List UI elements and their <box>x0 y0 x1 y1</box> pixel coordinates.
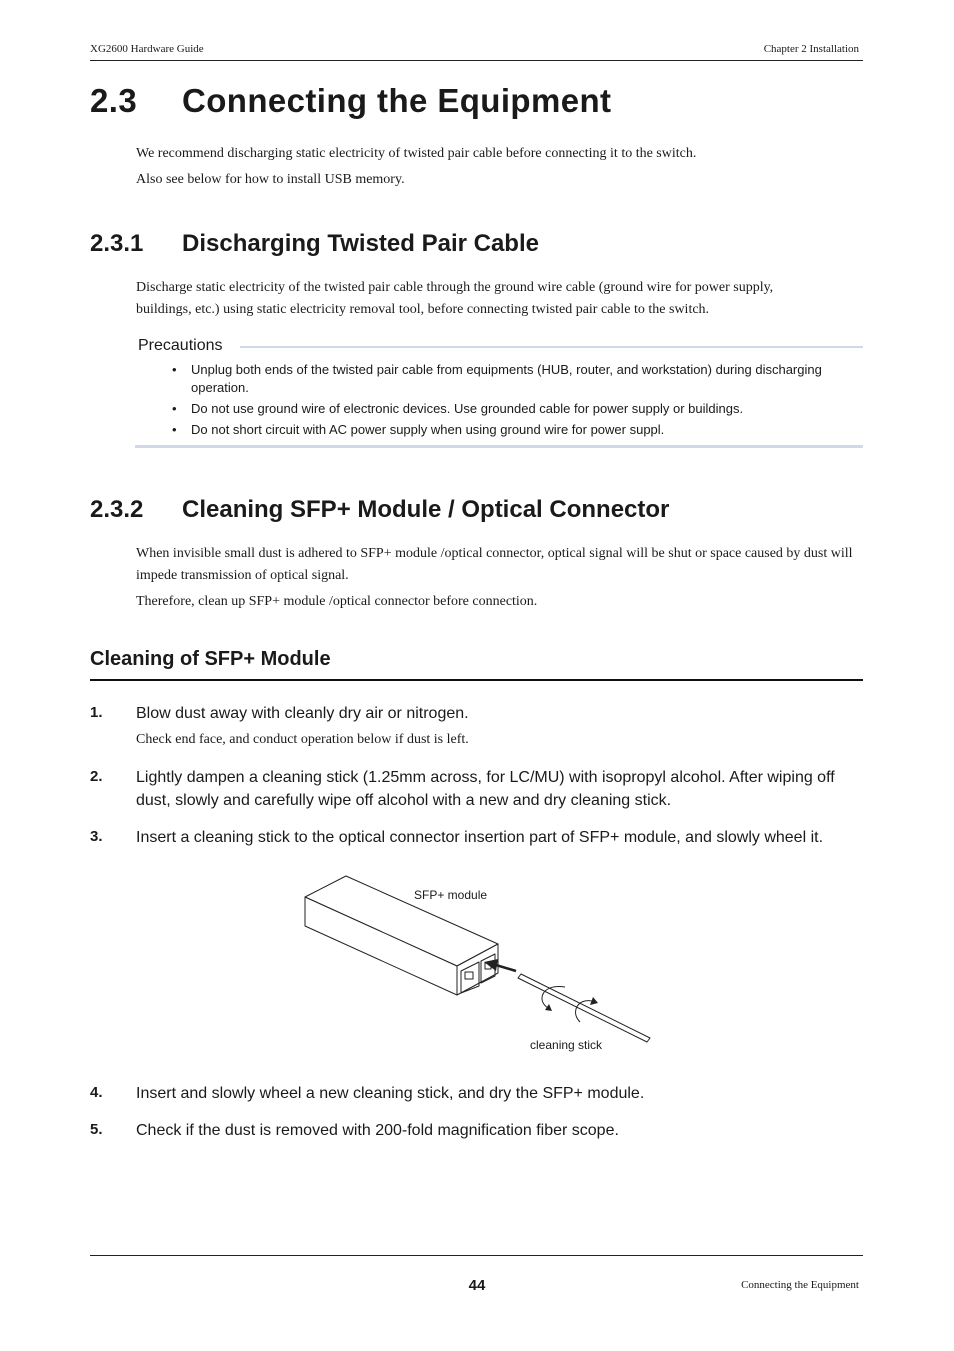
step-number: 1. <box>90 704 103 721</box>
section-number: 2.3 <box>90 82 138 119</box>
insert-arrow-shaft <box>496 965 516 971</box>
precaution-text: Do not use ground wire of electronic devices. Use grounded cable for power supply or buildings. <box>191 401 744 416</box>
subsection-heading-1 <box>90 230 539 258</box>
subsection-number: 2.3.2 <box>90 496 144 523</box>
intro-line-2: Also see below for how to install USB memory. <box>136 172 405 187</box>
sub1-body-line-2: buildings, etc.) using static electricity removal tool, before connecting twisted pair cable to the switch. <box>136 302 710 317</box>
subsection-title: Cleaning SFP+ Module / Optical Connector <box>182 496 670 523</box>
page-number: 44 <box>468 1277 486 1294</box>
section-title: Connecting the Equipment <box>182 82 612 119</box>
header-chapter: Chapter 2 Installation <box>763 43 859 55</box>
subsection-number: 2.3.1 <box>90 230 144 257</box>
subsection-heading-2 <box>90 496 669 524</box>
precautions-title: Precautions <box>138 337 223 354</box>
bullet: • <box>172 401 177 416</box>
cleaning-heading-rule <box>90 679 863 681</box>
bullet: • <box>172 362 177 377</box>
header-divider <box>90 60 863 61</box>
step-text: Blow dust away with cleanly dry air or nitrogen. <box>136 705 469 722</box>
step-number: 2. <box>90 768 103 785</box>
precautions-bottom-rule <box>135 445 863 448</box>
precautions-top-rule <box>240 346 863 348</box>
rotation-arrowhead-1 <box>545 1004 552 1011</box>
cleaning-stick <box>518 974 650 1042</box>
cleaning-stick-label: cleaning stick <box>530 1038 603 1052</box>
step-text: Lightly dampen a cleaning stick (1.25mm across, for LC/MU) with isopropyl alcohol. After wiping off dust, slowly and carefully wipe off alcohol with a new and dry cleaning stick. <box>136 769 835 809</box>
sub2-body-line-1: When invisible small dust is adhered to SFP+ module /optical connector, optical signal will be shut or space caused by dust will <box>136 546 853 561</box>
step-number: 3. <box>90 828 103 845</box>
sub1-body-line-1: Discharge static electricity of the twisted pair cable through the ground wire cable (ground wire for power supply, <box>136 280 774 295</box>
precaution-text: Do not short circuit with AC power supply when using ground wire for power suppl. <box>191 422 665 437</box>
step-text: Check if the dust is removed with 200-fold magnification fiber scope. <box>136 1122 619 1139</box>
header-guide-title: XG2600 Hardware Guide <box>90 43 204 55</box>
step-note: Check end face, and conduct operation below if dust is left. <box>136 732 469 747</box>
sub2-body-line-3: Therefore, clean up SFP+ module /optical connector before connection. <box>136 594 538 609</box>
subsection-title: Discharging Twisted Pair Cable <box>182 230 539 257</box>
precaution-text: Unplug both ends of the twisted pair cable from equipments (HUB, router, and workstation) during discharging operation. <box>191 362 822 395</box>
step-number: 4. <box>90 1084 103 1101</box>
footer-divider <box>90 1255 863 1256</box>
intro-line-1: We recommend discharging static electricity of twisted pair cable before connecting it to the switch. <box>136 146 697 161</box>
footer-section-name: Connecting the Equipment <box>741 1279 859 1291</box>
sfp-module-label: SFP+ module <box>414 888 488 902</box>
step-text: Insert and slowly wheel a new cleaning stick, and dry the SFP+ module. <box>136 1085 645 1102</box>
step-number: 5. <box>90 1121 103 1138</box>
bullet: • <box>172 422 177 437</box>
step-text: Insert a cleaning stick to the optical connector insertion part of SFP+ module, and slowly wheel it. <box>136 829 824 846</box>
sub2-body-line-2: impede transmission of optical signal. <box>136 568 349 583</box>
section-heading <box>90 82 611 120</box>
cleaning-heading: Cleaning of SFP+ Module <box>90 648 331 670</box>
